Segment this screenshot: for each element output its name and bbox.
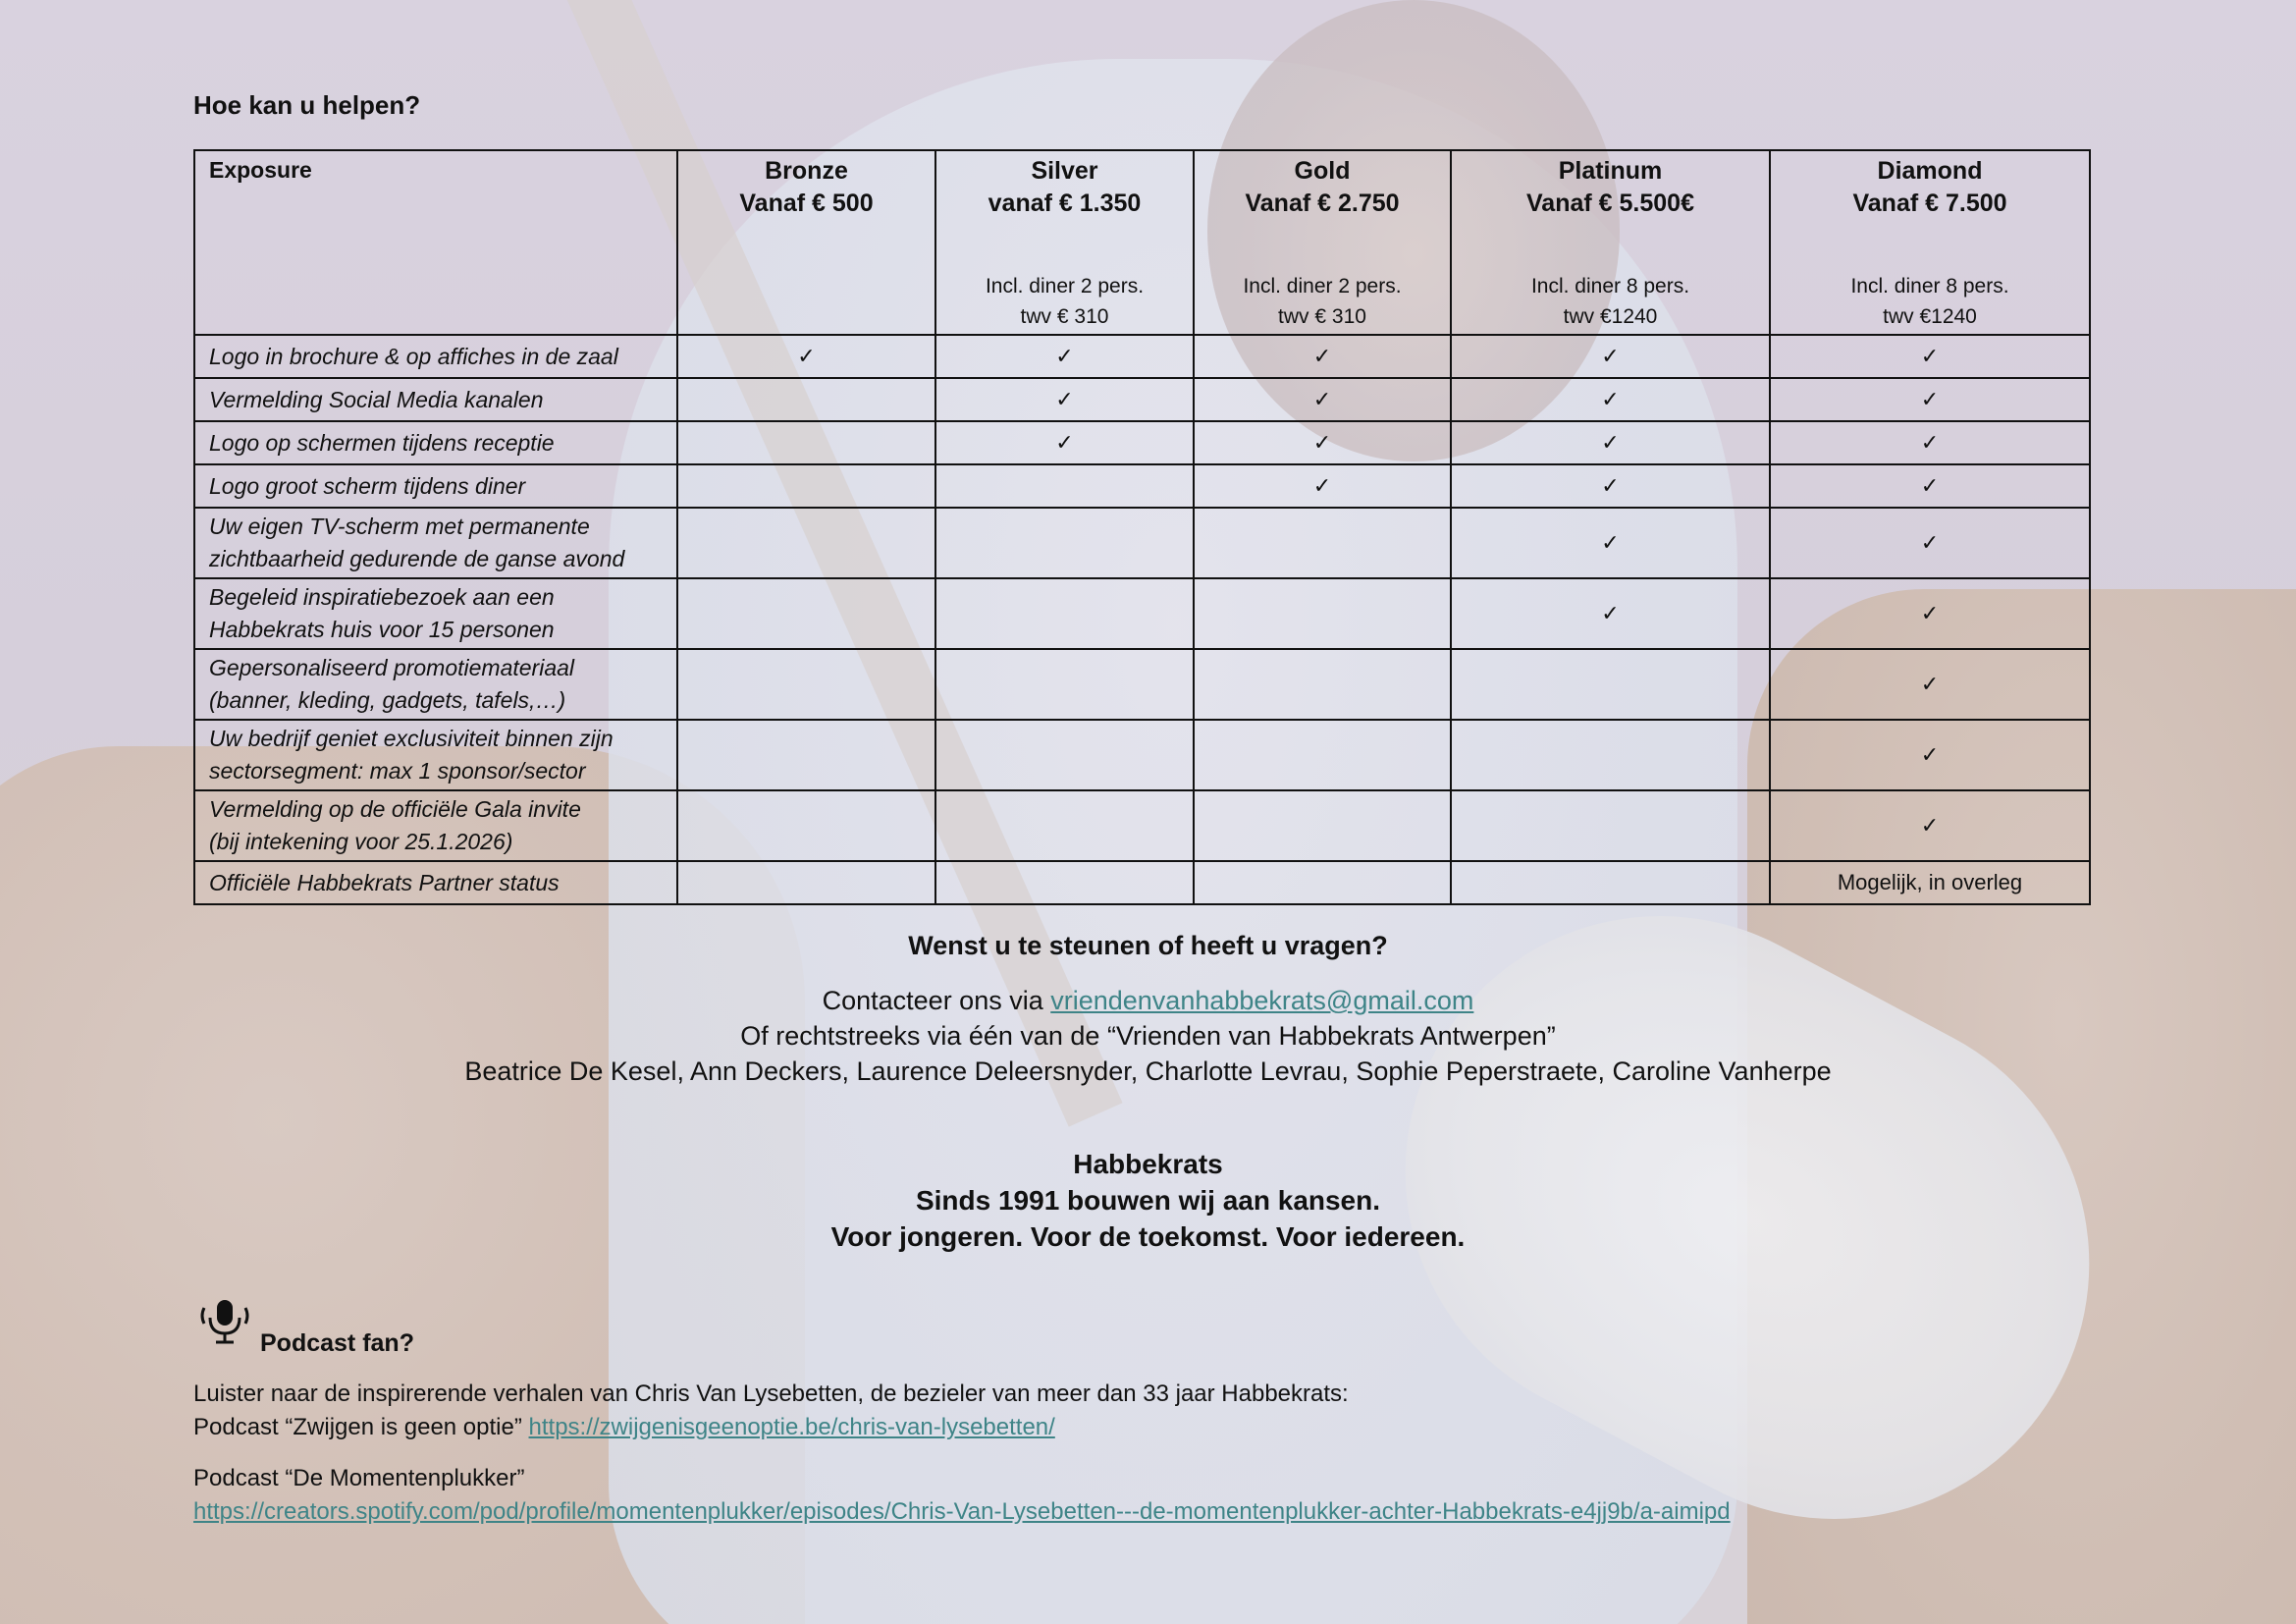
table-body [194, 335, 2090, 904]
checkmark-icon: ✓ [1920, 430, 1940, 455]
row-label-line: (bij intekening voor 25.1.2026) [209, 829, 513, 854]
checkmark-icon: ✓ [1601, 601, 1620, 625]
tier-price: vanaf € 1.350 [988, 189, 1142, 217]
tier-cell [935, 335, 1194, 378]
tier-price: Vanaf € 500 [739, 189, 874, 217]
checkmark-icon: ✓ [1920, 473, 1940, 498]
tier-note-line: Incl. diner 2 pers. [1243, 275, 1402, 298]
row-label [194, 378, 677, 421]
podcast-link[interactable]: https://zwijgenisgeenoptie.be/chris-van-lysebetten/ [528, 1414, 1055, 1440]
tier-cell [677, 578, 935, 649]
tier-cell [1451, 649, 1770, 720]
podcast-intro: Luister naar de inspirerende verhalen van Chris Van Lysebetten, de bezieler van meer dan 33 jaar Habbekrats: [193, 1380, 1349, 1407]
tier-cell [1451, 508, 1770, 578]
checkmark-icon: ✓ [1312, 344, 1332, 368]
checkmark-icon: ✓ [1920, 530, 1940, 555]
tier-cell [1194, 861, 1451, 904]
tier-cell [1451, 464, 1770, 508]
table-header-row [194, 150, 2090, 335]
tier-cell [1194, 790, 1451, 861]
row-label-line: Vermelding Social Media kanalen [209, 386, 544, 412]
podcast-line [193, 1498, 1731, 1526]
tier-cell [935, 861, 1194, 904]
tier-cell [1451, 720, 1770, 790]
tier-cell [935, 464, 1194, 508]
partner-status-cell: Mogelijk, in overleg [1770, 861, 2090, 904]
checkmark-icon: ✓ [797, 344, 816, 368]
checkmark-icon: ✓ [1055, 387, 1074, 411]
row-label [194, 578, 677, 649]
contact-line: Of rechtstreeks via één van de “Vrienden van Habbekrats Antwerpen” [740, 1021, 1556, 1051]
table-row [194, 861, 2090, 904]
exposure-header: Exposure [194, 150, 677, 335]
checkmark-icon: ✓ [1920, 387, 1940, 411]
sponsorship-table [193, 149, 2091, 905]
tier-name: Platinum [1558, 157, 1663, 185]
checkmark-icon: ✓ [1601, 530, 1620, 555]
table-row [194, 790, 2090, 861]
checkmark-icon: ✓ [1920, 344, 1940, 368]
checkmark-icon: ✓ [1920, 672, 1940, 696]
row-label [194, 649, 677, 720]
tier-note-line: Incl. diner 8 pers. [1530, 275, 1690, 298]
tier-price: Vanaf € 5.500€ [1526, 189, 1694, 217]
tier-cell [1770, 421, 2090, 464]
tier-header-diamond [1770, 150, 2090, 335]
tier-cell [1451, 335, 1770, 378]
contact-prefix: Contacteer ons via [822, 986, 1051, 1015]
tier-cell [935, 421, 1194, 464]
tier-header-bronze [677, 150, 935, 335]
tier-cell [1194, 720, 1451, 790]
row-label-line: Logo in brochure & op affiches in de zaal [209, 343, 618, 369]
tier-cell [1770, 720, 2090, 790]
tier-cell [1194, 508, 1451, 578]
table-row [194, 720, 2090, 790]
table-row [194, 578, 2090, 649]
checkmark-icon: ✓ [1601, 473, 1620, 498]
checkmark-icon: ✓ [1312, 473, 1332, 498]
tier-note [1452, 271, 1769, 332]
row-label-line: Uw bedrijf geniet exclusiviteit binnen zijn [209, 726, 614, 751]
podcast-link[interactable]: https://creators.spotify.com/pod/profile/momentenplukker/episodes/Chris-Van-Lysebetten---de-momentenplukker-achter-Habbekrats-e4jj9b/a-aimipd [193, 1498, 1731, 1525]
tier-cell [1451, 861, 1770, 904]
tier-cell [1770, 649, 2090, 720]
checkmark-icon: ✓ [1055, 344, 1074, 368]
contact-heading: Wenst u te steunen of heeft u vragen? [908, 931, 1388, 960]
tier-cell [1451, 378, 1770, 421]
tier-cell [1770, 790, 2090, 861]
tier-cell [677, 508, 935, 578]
row-label-line: Habbekrats huis voor 15 personen [209, 617, 555, 642]
tier-cell [1770, 464, 2090, 508]
tier-cell [677, 861, 935, 904]
row-label-line: Logo op schermen tijdens receptie [209, 429, 555, 456]
row-label [194, 464, 677, 508]
row-label [194, 508, 677, 578]
row-label-line: zichtbaarheid gedurende de ganse avond [209, 546, 625, 571]
brand-tagline: Sinds 1991 bouwen wij aan kansen. [915, 1185, 1381, 1216]
checkmark-icon: ✓ [1601, 344, 1620, 368]
row-label [194, 335, 677, 378]
brand-name: Habbekrats [1073, 1149, 1223, 1179]
podcast-line [193, 1414, 1055, 1441]
tier-note-line: twv € 310 [1020, 305, 1109, 328]
tier-cell [1194, 421, 1451, 464]
row-label-line: sectorsegment: max 1 sponsor/sector [209, 758, 586, 784]
tier-note [1771, 271, 2089, 332]
tier-cell [935, 378, 1194, 421]
contact-line [0, 986, 2296, 1016]
tier-cell [677, 421, 935, 464]
tier-cell [1451, 790, 1770, 861]
tier-cell [677, 649, 935, 720]
table-row [194, 508, 2090, 578]
tier-name: Diamond [1877, 157, 1983, 185]
tier-cell [677, 378, 935, 421]
checkmark-icon: ✓ [1601, 430, 1620, 455]
tier-header-gold [1194, 150, 1451, 335]
podcast-label: Podcast “De Momentenplukker” [193, 1465, 525, 1491]
row-label: Officiële Habbekrats Partner status [194, 861, 677, 904]
tier-cell [935, 508, 1194, 578]
checkmark-icon: ✓ [1312, 387, 1332, 411]
checkmark-icon: ✓ [1601, 387, 1620, 411]
tier-name: Bronze [765, 157, 848, 185]
section-title: Hoe kan u helpen? [193, 90, 421, 120]
tier-price: Vanaf € 2.750 [1245, 189, 1400, 217]
tier-cell [935, 790, 1194, 861]
tier-note-line: Incl. diner 2 pers. [985, 275, 1145, 298]
email-link[interactable]: vriendenvanhabbekrats@gmail.com [1050, 986, 1474, 1015]
tier-cell [677, 720, 935, 790]
podcast-title: Podcast fan? [260, 1329, 414, 1357]
brand-tagline: Voor jongeren. Voor de toekomst. Voor iedereen. [830, 1221, 1466, 1252]
tier-cell [935, 649, 1194, 720]
row-label-line: Uw eigen TV-scherm met permanente [209, 514, 590, 539]
tier-cell [1194, 649, 1451, 720]
tier-cell [1194, 335, 1451, 378]
row-label-line: Begeleid inspiratiebezoek aan een [209, 584, 555, 610]
row-label-line: (banner, kleding, gadgets, tafels,…) [209, 687, 566, 713]
row-label [194, 790, 677, 861]
tier-cell [677, 335, 935, 378]
tier-note [1195, 271, 1450, 332]
tier-note-line: twv €1240 [1563, 305, 1658, 328]
row-label-line: Gepersonaliseerd promotiemateriaal [209, 655, 575, 680]
tier-header-silver [935, 150, 1194, 335]
tier-cell [1451, 578, 1770, 649]
tier-cell [935, 720, 1194, 790]
tier-cell [677, 464, 935, 508]
table-row [194, 378, 2090, 421]
row-label-line: Logo groot scherm tijdens diner [209, 472, 526, 499]
tier-cell [1194, 464, 1451, 508]
checkmark-icon: ✓ [1920, 742, 1940, 767]
table-row [194, 464, 2090, 508]
tier-cell [1451, 421, 1770, 464]
table-row [194, 649, 2090, 720]
tier-name: Silver [1031, 157, 1098, 185]
tier-cell [1770, 508, 2090, 578]
tier-cell [1770, 578, 2090, 649]
tier-name: Gold [1294, 157, 1351, 185]
tier-cell [677, 790, 935, 861]
tier-cell [1770, 378, 2090, 421]
tier-cell [935, 578, 1194, 649]
microphone-icon [196, 1298, 253, 1347]
tier-cell [1770, 335, 2090, 378]
tier-note-line: twv €1240 [1883, 305, 1977, 328]
tier-cell [1194, 378, 1451, 421]
contact-names: Beatrice De Kesel, Ann Deckers, Laurence Deleersnyder, Charlotte Levrau, Sophie Peperstraete, Caroline Vanherpe [464, 1056, 1832, 1086]
table-row [194, 335, 2090, 378]
checkmark-icon: ✓ [1920, 813, 1940, 838]
podcast-label: Podcast “Zwijgen is geen optie” [193, 1414, 529, 1440]
row-label-line: Vermelding op de officiële Gala invite [209, 796, 581, 822]
checkmark-icon: ✓ [1920, 601, 1940, 625]
checkmark-icon: ✓ [1312, 430, 1332, 455]
table-row [194, 421, 2090, 464]
checkmark-icon: ✓ [1055, 430, 1074, 455]
tier-price: Vanaf € 7.500 [1852, 189, 2007, 217]
tier-note [936, 271, 1193, 332]
tier-note-line: twv € 310 [1278, 305, 1366, 328]
tier-header-platinum [1451, 150, 1770, 335]
row-label [194, 421, 677, 464]
tier-cell [1194, 578, 1451, 649]
tier-note-line: Incl. diner 8 pers. [1850, 275, 2009, 298]
row-label [194, 720, 677, 790]
